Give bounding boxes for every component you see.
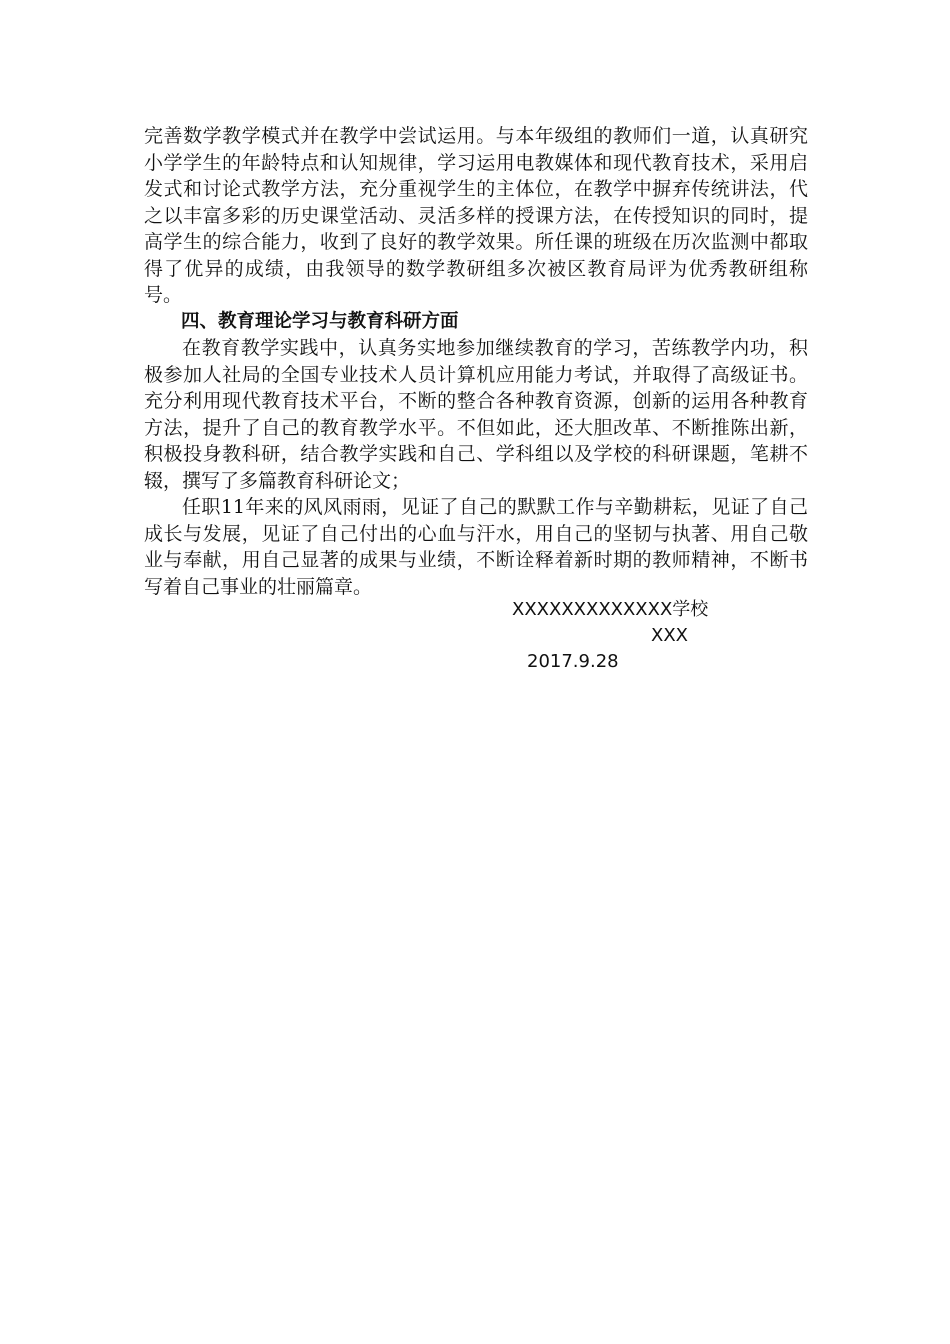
paragraph-continuing-education: 在教育教学实践中，认真务实地参加继续教育的学习，苦练教学内功，积极参加人社局的全国专业技术人员计算机应用能力考试，并取得了高级证书。充分利用现代教育技术平台，不断的整合各种教育资源，创新的运用各种教育方法，提升了自己的教育教学水平。不但如此，还大胆改革、不断推陈出新，积极投身教科研，结合教学实践和自己、学科组以及学校的科研课题，笔耕不辍，撰写了多篇教育科研论文； bbox=[144, 337, 808, 492]
signature-name: XXX bbox=[651, 625, 688, 646]
signature-date: 2017.9.28 bbox=[527, 651, 619, 672]
paragraph-teaching-mode: 完善数学教学模式并在教学中尝试运用。与本年级组的教师们一道，认真研究小学学生的年龄特点和认知规律，学习运用电教媒体和现代教育技术，采用启发式和讨论式教学方法，充分重视学生的主体位，在教学中摒弃传统讲法，代之以丰富多彩的历史课堂活动、灵活多样的授课方法，在传授知识的同时，提高学生的综合能力，收到了良好的教学效果。所任课的班级在历次监测中都取得了优异的成绩，由我领导的数学教研组多次被区教育局评为优秀教研组称号。 bbox=[144, 125, 808, 306]
document-body bbox=[144, 123, 808, 600]
signature-school: XXXXXXXXXXXXX学校 bbox=[512, 599, 709, 620]
paragraph-career-summary: 任职11年来的风风雨雨，见证了自己的默默工作与辛勤耕耘，见证了自己成长与发展，见证了自己付出的心血与汗水，用自己的坚韧与执著、用自己敬业与奉献，用自己显著的成果与业绩，不断诠释着新时期的教师精神，不断书写着自己事业的壮丽篇章。 bbox=[144, 496, 808, 598]
section-heading-education-research: 四、教育理论学习与教育科研方面 bbox=[181, 310, 459, 332]
